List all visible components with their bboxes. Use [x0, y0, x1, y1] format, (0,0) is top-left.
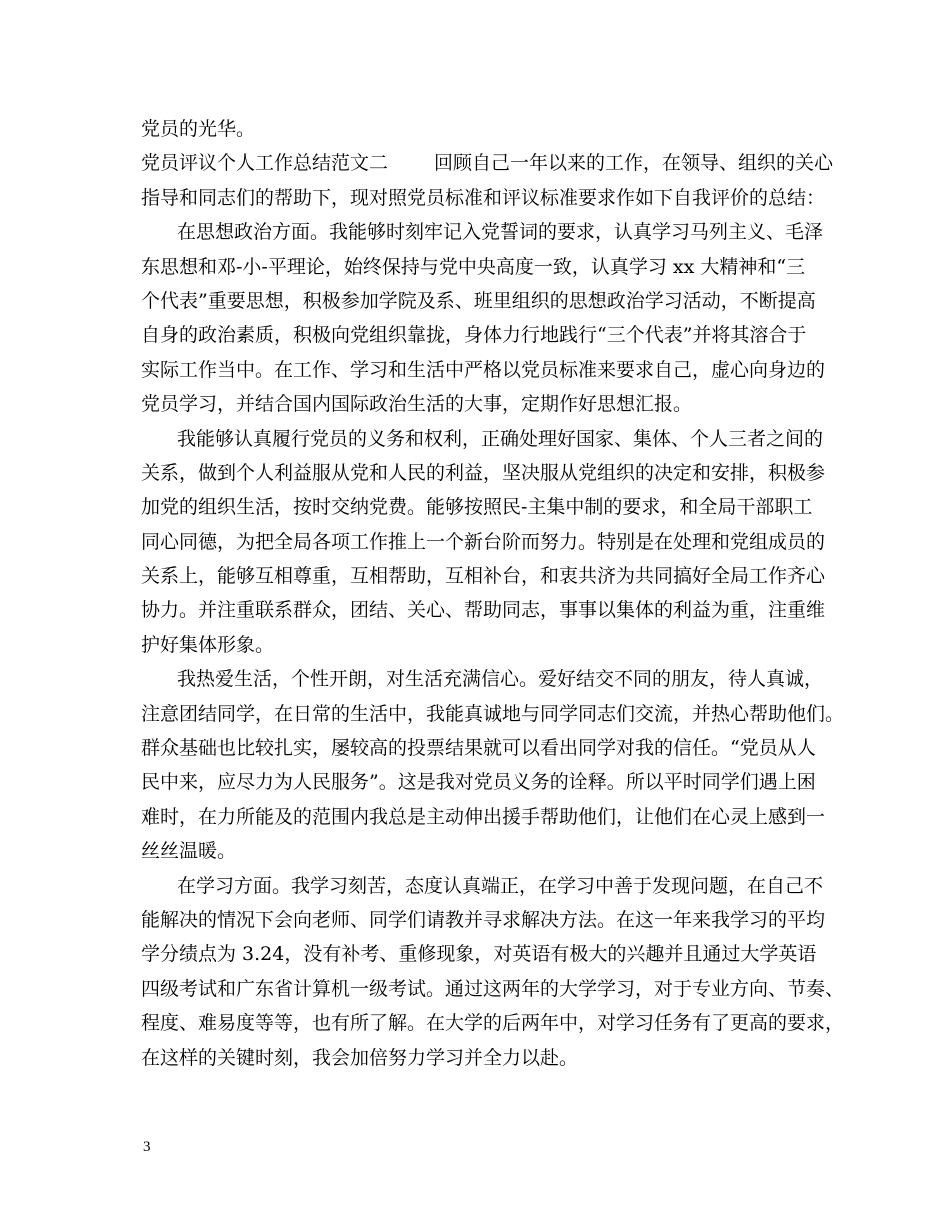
text-line: 护好集体形象。: [141, 633, 275, 656]
text-line: 指导和同志们的帮助下，现对照党员标准和评议标准要求作如下自我评价的总结：: [141, 186, 826, 209]
text-line: 能解决的情况下会向老师、同学们请教并寻求解决方法。在这一年来我学习的平均: [141, 908, 826, 931]
text-line: 自身的政治素质，积极向党组织靠拢，身体力行地践行“三个代表”并将其溶合于: [141, 324, 807, 347]
text-line: 党员学习，并结合国内国际政治生活的大事，定期作好思想汇报。: [141, 393, 693, 416]
text-line: 民中来，应尽力为人民服务”。这是我对党员义务的诠释。所以平时同学们遇上困: [141, 771, 816, 794]
text-line: 学分绩点为 3.24，没有补考、重修现象，对英语有极大的兴趣并且通过大学英语: [141, 943, 817, 966]
section-heading: 党员评议个人工作总结范文二: [141, 152, 389, 175]
text-line: 丝丝温暖。: [141, 840, 237, 863]
text-fragment: 回顾自己一年以来的工作，在领导、组织的关心: [434, 152, 834, 175]
text-line: 加党的组织生活，按时交纳党费。能够按照民-主集中制的要求，和全局干部职工: [141, 496, 813, 519]
document-body: [141, 112, 845, 1075]
text-line: 难时，在力所能及的范围内我总是主动伸出援手帮助他们，让他们在心灵上感到一: [141, 805, 826, 828]
text-line: 关系上，能够互相尊重，互相帮助，互相补台，和衷共济为共同搞好全局工作齐心: [141, 565, 826, 588]
text-line: 同心同德，为把全局各项工作推上一个新台阶而努力。特别是在处理和党组成员的: [141, 530, 826, 553]
text-line: 关系，做到个人利益服从党和人民的利益，坚决服从党组织的决定和安排，积极参: [141, 461, 826, 484]
text-line: 群众基础也比较扎实，屡较高的投票结果就可以看出同学对我的信任。“党员从人: [141, 737, 816, 760]
text-line: 党员的光华。: [141, 118, 256, 140]
text-line: 程度、难易度等等，也有所了解。在大学的后两年中，对学习任务有了更高的要求，: [141, 1012, 845, 1035]
text-line: 实际工作当中。在工作、学习和生活中严格以党员标准来要求自己，虚心向身边的: [141, 358, 826, 381]
paragraph-first-line: 在学习方面。我学习刻苦，态度认真端正，在学习中善于发现问题，在自己不: [177, 874, 824, 897]
text-line: 个代表”重要思想，积极参加学院及系、班里组织的思想政治学习活动，不断提高: [141, 289, 816, 312]
text-line: 协力。并注重联系群众，团结、关心、帮助同志，事事以集体的利益为重，注重维: [141, 599, 826, 622]
paragraph-first-line: 我热爱生活，个性开朗，对生活充满信心。爱好结交不同的朋友，待人真诚，: [177, 668, 824, 691]
text-line: [141, 146, 834, 180]
paragraph-first-line: 我能够认真履行党员的义务和权利，正确处理好国家、集体、个人三者之间的: [177, 427, 824, 450]
page-number: 3: [143, 1139, 151, 1155]
text-line: 四级考试和广东省计算机一级考试。通过这两年的大学学习，对于专业方向、节奏、: [141, 977, 845, 1000]
paragraph-first-line: 在思想政治方面。我能够时刻牢记入党誓词的要求，认真学习马列主义、毛泽: [177, 221, 824, 244]
text-line: 在这样的关键时刻，我会加倍努力学习并全力以赴。: [141, 1046, 579, 1069]
text-line: 注意团结同学，在日常的生活中，我能真诚地与同学同志们交流，并热心帮助他们。: [141, 702, 845, 725]
text-line: 东思想和邓-小-平理论，始终保持与党中央高度一致，认真学习 xx 大精神和“三: [141, 255, 806, 278]
